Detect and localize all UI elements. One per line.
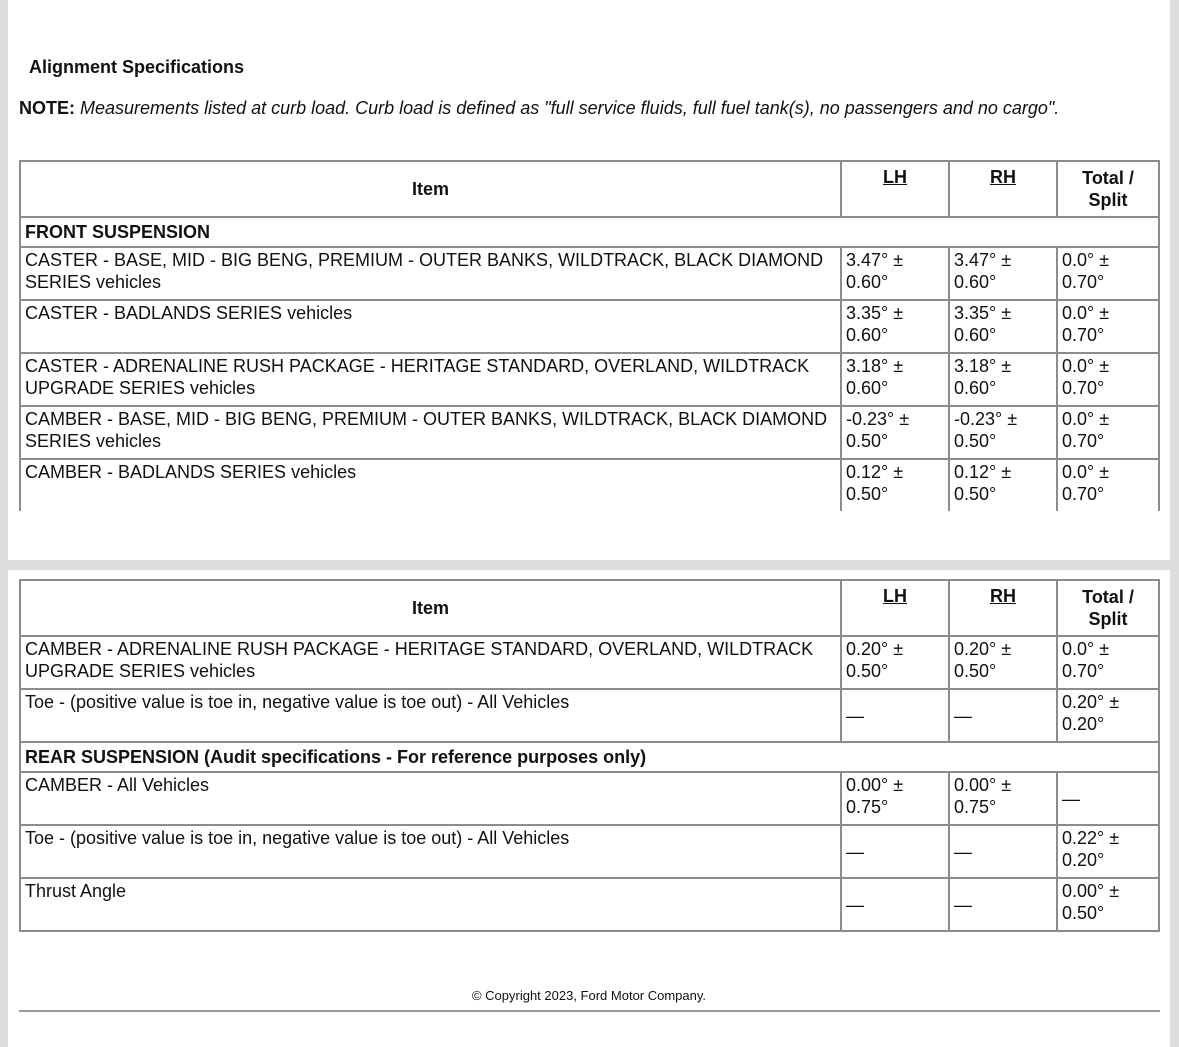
item-cell: CAMBER - BADLANDS SERIES vehicles	[20, 459, 841, 511]
table-header-row	[20, 580, 1159, 636]
total-split-cell: 0.0° ± 0.70°	[1057, 353, 1159, 406]
section-rear-suspension: REAR SUSPENSION (Audit specifications - For reference purposes only)	[20, 742, 1159, 772]
item-cell: Toe - (positive value is toe in, negative value is toe out) - All Vehicles	[20, 689, 841, 742]
total-split-cell: 0.0° ± 0.70°	[1057, 636, 1159, 689]
lh-cell: 3.35° ± 0.60°	[841, 300, 949, 353]
rh-cell: 3.18° ± 0.60°	[949, 353, 1057, 406]
rh-cell: 3.35° ± 0.60°	[949, 300, 1057, 353]
header-rh: RH	[949, 580, 1057, 636]
table-row	[20, 353, 1159, 406]
rh-cell: —	[949, 689, 1057, 742]
table-header-row	[20, 161, 1159, 217]
rh-cell: 0.12° ± 0.50°	[949, 459, 1057, 511]
item-cell: CAMBER - ADRENALINE RUSH PACKAGE - HERITAGE STANDARD, OVERLAND, WILDTRACK UPGRADE SERIES vehicles	[20, 636, 841, 689]
item-cell: CAMBER - BASE, MID - BIG BENG, PREMIUM - OUTER BANKS, WILDTRACK, BLACK DIAMOND SERIES vehicles	[20, 406, 841, 459]
header-rh: RH	[949, 161, 1057, 217]
table-row	[20, 300, 1159, 353]
lh-cell: 3.18° ± 0.60°	[841, 353, 949, 406]
table-row	[20, 636, 1159, 689]
item-cell: Thrust Angle	[20, 878, 841, 931]
item-cell: Toe - (positive value is toe in, negative value is toe out) - All Vehicles	[20, 825, 841, 878]
section-row	[20, 742, 1159, 772]
table-row	[20, 825, 1159, 878]
section-front-suspension: FRONT SUSPENSION	[20, 217, 1159, 247]
item-cell: CAMBER - All Vehicles	[20, 772, 841, 825]
item-cell: CASTER - BADLANDS SERIES vehicles	[20, 300, 841, 353]
total-split-cell: 0.0° ± 0.70°	[1057, 459, 1159, 511]
total-split-cell: 0.00° ± 0.50°	[1057, 878, 1159, 931]
total-split-cell: 0.0° ± 0.70°	[1057, 406, 1159, 459]
rh-cell: —	[949, 825, 1057, 878]
total-split-cell: 0.0° ± 0.70°	[1057, 300, 1159, 353]
note-label: NOTE:	[19, 98, 75, 118]
footer-divider	[19, 1010, 1160, 1012]
total-split-cell: 0.20° ± 0.20°	[1057, 689, 1159, 742]
note	[19, 98, 1059, 119]
header-lh: LH	[841, 580, 949, 636]
item-cell: CASTER - BASE, MID - BIG BENG, PREMIUM - OUTER BANKS, WILDTRACK, BLACK DIAMOND SERIES vehicles	[20, 247, 841, 300]
lh-cell: 0.20° ± 0.50°	[841, 636, 949, 689]
copyright: © Copyright 2023, Ford Motor Company.	[471, 988, 707, 1003]
section-row	[20, 217, 1159, 247]
lh-cell: -0.23° ± 0.50°	[841, 406, 949, 459]
rh-cell: -0.23° ± 0.50°	[949, 406, 1057, 459]
spec-table-1	[19, 160, 1160, 511]
table-row	[20, 459, 1159, 511]
table-row	[20, 406, 1159, 459]
lh-cell: —	[841, 878, 949, 931]
header-total-split: Total / Split	[1057, 580, 1159, 636]
table-row	[20, 878, 1159, 931]
rh-cell: —	[949, 878, 1057, 931]
lh-cell: —	[841, 825, 949, 878]
header-item: Item	[20, 580, 841, 636]
total-split-cell: 0.0° ± 0.70°	[1057, 247, 1159, 300]
lh-cell: —	[841, 689, 949, 742]
note-text: Measurements listed at curb load. Curb load is defined as "full service fluids, full fuel tank(s), no passengers and no cargo".	[80, 98, 1060, 118]
header-lh: LH	[841, 161, 949, 217]
table-row	[20, 247, 1159, 300]
table-row	[20, 689, 1159, 742]
lh-cell: 0.12° ± 0.50°	[841, 459, 949, 511]
page-2	[8, 570, 1170, 1047]
spec-table-2	[19, 579, 1160, 932]
total-split-cell: 0.22° ± 0.20°	[1057, 825, 1159, 878]
rh-cell: 3.47° ± 0.60°	[949, 247, 1057, 300]
lh-cell: 0.00° ± 0.75°	[841, 772, 949, 825]
header-item: Item	[20, 161, 841, 217]
rh-cell: 0.20° ± 0.50°	[949, 636, 1057, 689]
page-1	[8, 0, 1170, 560]
total-split-cell: —	[1057, 772, 1159, 825]
document-title: Alignment Specifications	[29, 57, 245, 77]
header-total-split: Total / Split	[1057, 161, 1159, 217]
rh-cell: 0.00° ± 0.75°	[949, 772, 1057, 825]
item-cell: CASTER - ADRENALINE RUSH PACKAGE - HERITAGE STANDARD, OVERLAND, WILDTRACK UPGRADE SERIES vehicles	[20, 353, 841, 406]
table-row	[20, 772, 1159, 825]
lh-cell: 3.47° ± 0.60°	[841, 247, 949, 300]
